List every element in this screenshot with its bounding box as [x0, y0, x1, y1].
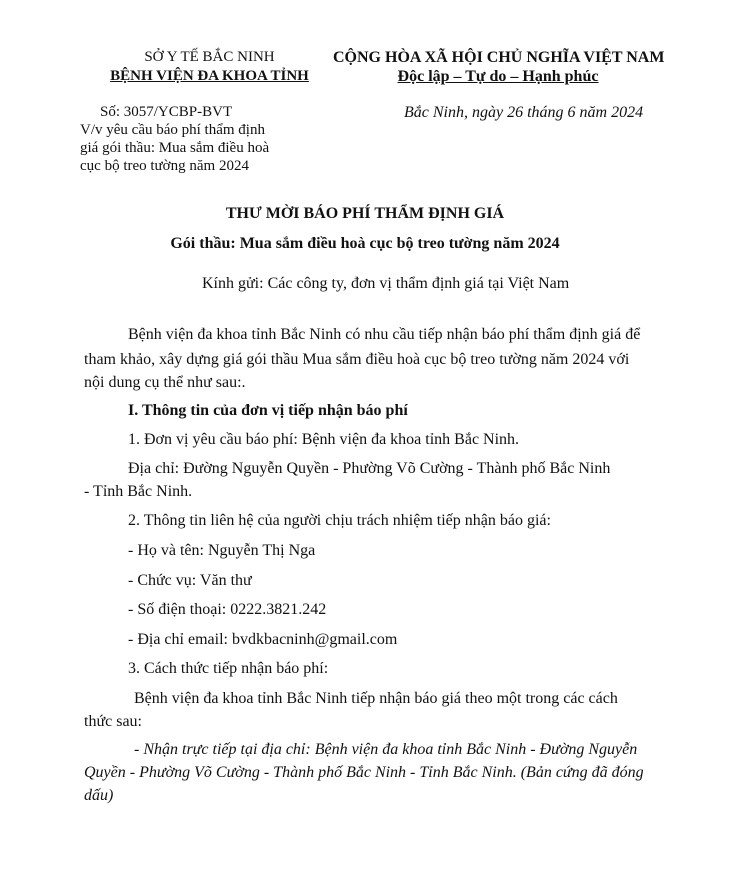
address-line-1: Địa chỉ: Đường Nguyễn Quyền - Phường Võ Cường - Thành phố Bắc Ninh: [128, 460, 611, 477]
national-title: CỘNG HÒA XÃ HỘI CHỦ NGHĨA VIỆT NAM: [333, 49, 665, 66]
direct-line-3: dấu): [84, 787, 114, 804]
section-1-heading: I. Thông tin của đơn vị tiếp nhận báo phí: [128, 402, 408, 419]
intro-line-1: Bệnh viện đa khoa tỉnh Bắc Ninh có nhu cầu tiếp nhận báo phí thẩm định giá để: [128, 326, 641, 343]
contact-email: - Địa chỉ email: bvdkbacninh@gmail.com: [128, 631, 398, 648]
package-title: Gói thầu: Mua sắm điều hoà cục bộ treo tường năm 2024: [170, 235, 560, 252]
intro-line-2: tham khảo, xây dựng giá gói thầu Mua sắm điều hoà cục bộ treo tường năm 2024 với: [84, 351, 630, 368]
method-line-1: Bệnh viện đa khoa tỉnh Bắc Ninh tiếp nhận báo giá theo một trong các cách: [134, 690, 618, 707]
direct-line-1: - Nhận trực tiếp tại địa chỉ: Bệnh viện đa khoa tỉnh Bắc Ninh - Đường Nguyễn: [134, 741, 638, 758]
letter-title: THƯ MỜI BÁO PHÍ THẨM ĐỊNH GIÁ: [225, 205, 505, 222]
subject-line-2: giá gói thầu: Mua sắm điều hoà: [80, 140, 270, 156]
intro-line-3: nội dung cụ thể như sau:.: [84, 374, 246, 391]
recipient-line: Kính gửi: Các công ty, đơn vị thẩm định giá tại Việt Nam: [202, 275, 570, 292]
place-date: Bắc Ninh, ngày 26 tháng 6 năm 2024: [404, 104, 644, 121]
contact-position: - Chức vụ: Văn thư: [128, 572, 252, 589]
agency-name: SỞ Y TẾ BẮC NINH: [144, 49, 275, 65]
method-line-2: thức sau:: [84, 713, 142, 730]
item-3: 3. Cách thức tiếp nhận báo phí:: [128, 660, 329, 677]
item-1: 1. Đơn vị yêu cầu báo phí: Bệnh viện đa khoa tỉnh Bắc Ninh.: [128, 431, 520, 448]
item-2: 2. Thông tin liên hệ của người chịu trách nhiệm tiếp nhận báo giá:: [128, 512, 551, 529]
national-motto: Độc lập – Tự do – Hạnh phúc: [397, 68, 599, 85]
subject-line-3: cục bộ treo tường năm 2024: [80, 158, 249, 174]
contact-phone: - Số điện thoại: 0222.3821.242: [128, 601, 327, 618]
address-line-2: - Tỉnh Bắc Ninh.: [84, 483, 193, 500]
contact-name: - Họ và tên: Nguyễn Thị Nga: [128, 542, 316, 559]
direct-line-2: Quyền - Phường Võ Cường - Thành phố Bắc Ninh - Tỉnh Bắc Ninh. (Bản cứng đã đóng: [84, 764, 644, 781]
document-number: Số: 3057/YCBP-BVT: [100, 104, 233, 120]
subject-line-1: V/v yêu cầu báo phí thẩm định: [80, 122, 265, 138]
hospital-name: BỆNH VIỆN ĐA KHOA TỈNH: [110, 68, 309, 84]
